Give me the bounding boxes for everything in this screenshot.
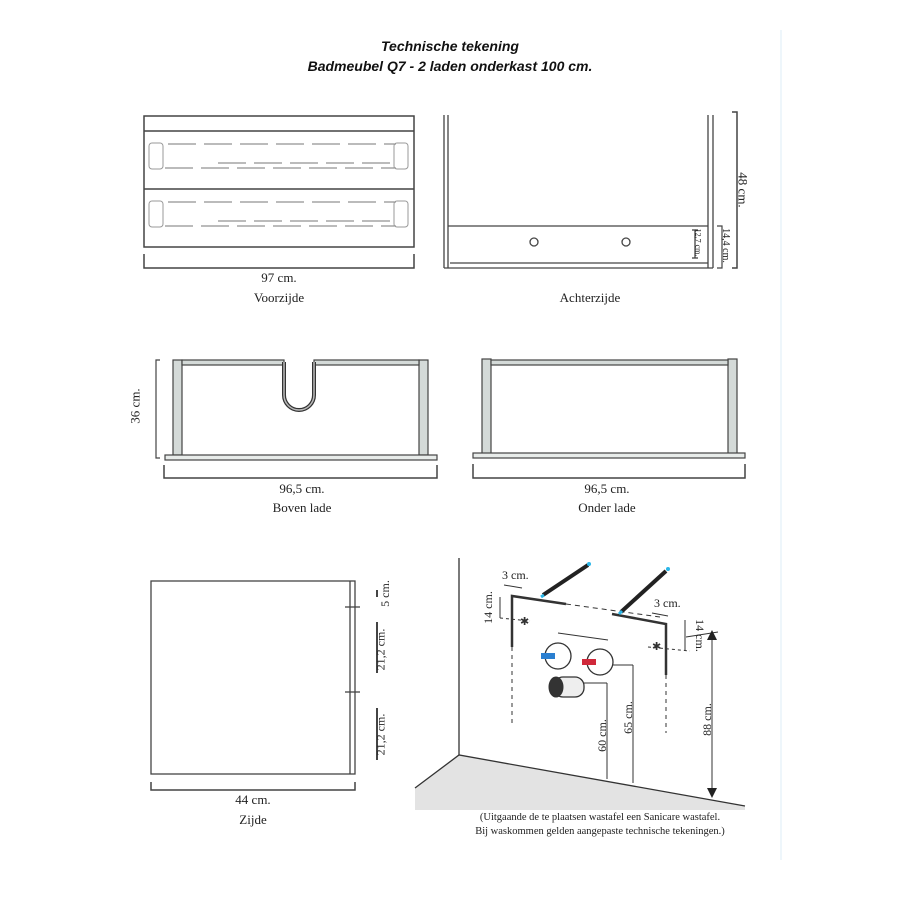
side-dim-top: 5 cm.	[377, 580, 392, 607]
side-view	[151, 581, 377, 790]
svg-text:✱: ✱	[520, 616, 530, 628]
installation-note-line1: (Uitgaande de te plaatsen wastafel een Sanicare wastafel.	[479, 812, 721, 823]
bracket-right-dim: 14 cm.	[692, 619, 707, 652]
bottom-drawer-label: Onder lade	[578, 500, 636, 515]
offset-left-dim: 3 cm.	[502, 568, 529, 582]
bracket-left-dim: 14 cm.	[480, 591, 495, 624]
top-drawer-height-dim: 36 cm.	[127, 388, 143, 424]
front-width-dim: 97 cm.	[261, 270, 297, 285]
bottom-drawer-view	[473, 359, 745, 478]
installation-view	[415, 558, 745, 810]
back-hole-dim: 12,7 cm.	[693, 228, 703, 257]
side-dim-bottom: 21,2 cm.	[373, 713, 388, 756]
valve-height-dim: 65 cm.	[620, 701, 635, 734]
side-dim-middle: 21,2 cm.	[373, 628, 388, 671]
drain-height-dim: 60 cm.	[594, 719, 609, 752]
back-panel-dim: 14,4 cm.	[719, 228, 731, 263]
top-drawer-width-dim: 96,5 cm.	[279, 481, 325, 496]
back-height-dim: 48 cm.	[735, 172, 751, 208]
side-view-label: Zijde	[239, 812, 267, 827]
front-view	[144, 116, 414, 268]
back-view-label: Achterzijde	[559, 290, 621, 305]
bottom-drawer-width-dim: 96,5 cm.	[584, 481, 630, 496]
drawing-subtitle: Badmeubel Q7 - 2 laden onderkast 100 cm.	[307, 58, 593, 74]
svg-text:✱: ✱	[652, 641, 662, 653]
top-drawer-view	[156, 360, 437, 478]
drawing-title: Technische tekening	[381, 38, 519, 54]
offset-right-dim: 3 cm.	[654, 596, 681, 610]
top-drawer-label: Boven lade	[272, 500, 332, 515]
side-width-dim: 44 cm.	[235, 792, 271, 807]
installation-note-line2: Bij waskommen gelden aangepaste technische tekeningen.)	[475, 826, 725, 837]
front-view-label: Voorzijde	[253, 290, 305, 305]
top-height-dim: 88 cm.	[699, 703, 714, 736]
